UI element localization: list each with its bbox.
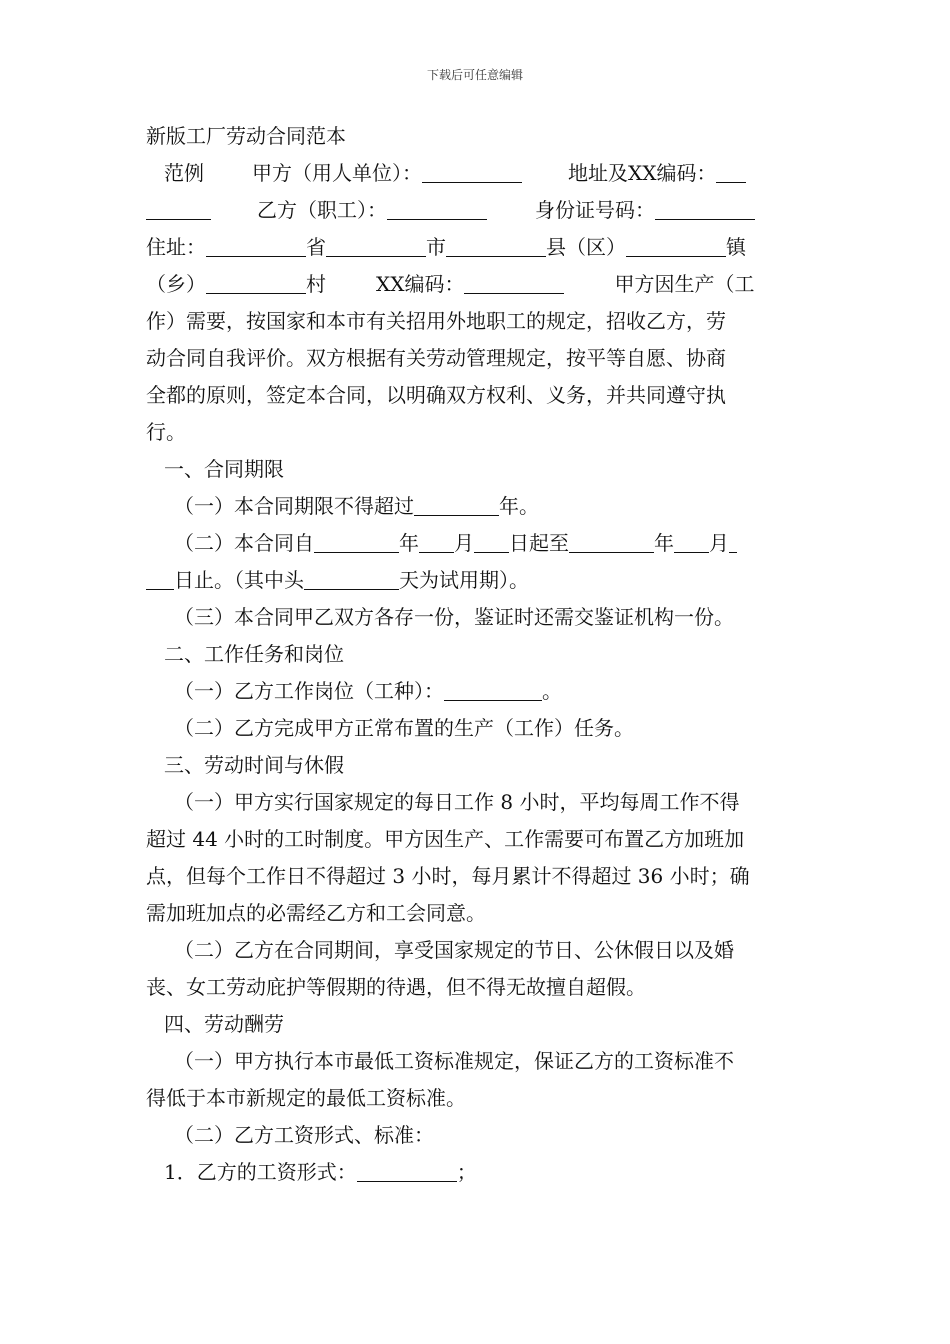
job-position-blank	[444, 678, 542, 701]
clause-3-1-line-3: 点，但每个工作日不得超过 3 小时，每月累计不得超过 36 小时；确	[146, 864, 750, 888]
probation-days-blank	[304, 567, 399, 590]
clause-1-2-text: （二）本合同自	[174, 531, 314, 555]
address-label: 住址：	[146, 235, 206, 259]
year-label: 年	[399, 531, 419, 555]
clause-1-1-text: （一）本合同期限不得超过	[174, 494, 414, 518]
clause-2-1-tail: 。	[542, 679, 562, 703]
postcode-2-blank	[464, 271, 564, 294]
wage-form-label: 1．乙方的工资形式：	[164, 1160, 357, 1184]
postcode-blank	[716, 160, 746, 183]
party-b-blank	[387, 197, 487, 220]
id-number-label: 身份证号码：	[535, 198, 655, 222]
city-blank	[326, 234, 426, 257]
clause-1-2-continued	[146, 562, 808, 599]
address-postcode-label: 地址及XX编码：	[568, 161, 717, 185]
page-header-note: 下载后可任意编辑	[426, 68, 523, 82]
document-title: 新版工厂劳动合同范本	[146, 124, 346, 148]
intro-line-3: 全都的原则，签定本合同，以明确双方权利、义务，并共同遵守执	[146, 383, 726, 407]
clause-1-2	[146, 525, 808, 562]
party-a-line	[146, 155, 808, 192]
document-body	[146, 118, 808, 1191]
intro-line-1: 作）需要，按国家和本市有关招用外地职工的规定，招收乙方，劳	[146, 309, 726, 333]
township-label: （乡）	[146, 272, 206, 296]
postcode-label: XX编码：	[376, 272, 465, 296]
clause-3-1-line-2: 超过 44 小时的工时制度。甲方因生产、工作需要可布置乙方加班加	[146, 827, 745, 851]
city-label: 市	[426, 235, 446, 259]
province-label: 省	[306, 235, 326, 259]
address-line	[146, 229, 808, 266]
party-b-label: 乙方（职工）：	[257, 198, 387, 222]
clause-4-2-1	[146, 1154, 808, 1191]
clause-4-2: （二）乙方工资形式、标准：	[174, 1123, 434, 1147]
wage-form-blank	[357, 1159, 457, 1182]
start-month-blank	[419, 530, 454, 553]
party-a-blank	[422, 160, 522, 183]
clause-4-1-line-2: 得低于本市新规定的最低工资标准。	[146, 1086, 466, 1110]
clause-4-1-line-1: （一）甲方执行本市最低工资标准规定，保证乙方的工资标准不	[174, 1049, 734, 1073]
village-line	[146, 266, 808, 303]
intro-line-4: 行。	[146, 420, 186, 444]
clause-1-2b-text: 日止。（其中头	[174, 568, 304, 592]
clause-1-2b-tail: 天为试用期）。	[399, 568, 529, 592]
section-1-heading: 一、合同期限	[164, 457, 284, 481]
clause-2-1	[146, 673, 808, 710]
clause-3-1-line-4: 需加班加点的必需经乙方和工会同意。	[146, 901, 486, 925]
start-year-blank	[314, 530, 399, 553]
start-day-blank	[474, 530, 509, 553]
clause-3-2-line-1: （二）乙方在合同期间，享受国家规定的节日、公休假日以及婚	[174, 938, 734, 962]
month-label: 月	[454, 531, 474, 555]
end-year-label: 年	[654, 531, 674, 555]
end-day-blank	[146, 567, 174, 590]
end-month-label: 月	[709, 531, 729, 555]
county-blank	[446, 234, 546, 257]
clause-1-1	[146, 488, 808, 525]
end-month-blank	[674, 530, 709, 553]
party-a-label: 甲方（用人单位）：	[252, 161, 422, 185]
village-blank	[206, 271, 306, 294]
clause-3-1-line-1: （一）甲方实行国家规定的每日工作 8 小时，平均每周工作不得	[174, 790, 740, 814]
term-years-blank	[414, 493, 499, 516]
intro-line-2: 动合同自我评价。双方根据有关劳动管理规定，按平等自愿、协商	[146, 346, 726, 370]
party-b-line	[146, 192, 808, 229]
end-day-blank-start	[729, 530, 737, 553]
county-label: 县（区）	[546, 235, 626, 259]
end-year-blank	[569, 530, 654, 553]
postcode-blank-continued	[146, 197, 211, 220]
town-blank	[626, 234, 726, 257]
until-label: 日起至	[509, 531, 569, 555]
section-3-heading: 三、劳动时间与休假	[164, 753, 344, 777]
clause-3-2-line-2: 丧、女工劳动庇护等假期的待遇，但不得无故擅自超假。	[146, 975, 646, 999]
example-label: 范例	[164, 161, 204, 185]
wage-form-tail: ；	[456, 1160, 477, 1184]
section-4-heading: 四、劳动酬劳	[164, 1012, 284, 1036]
clause-1-1-tail: 年。	[499, 494, 539, 518]
clause-1-3: （三）本合同甲乙双方各存一份，鉴证时还需交鉴证机构一份。	[174, 605, 734, 629]
id-number-blank	[655, 197, 755, 220]
clause-2-1-text: （一）乙方工作岗位（工种）：	[174, 679, 444, 703]
section-2-heading: 二、工作任务和岗位	[164, 642, 344, 666]
village-label: 村	[306, 272, 326, 296]
intro-text-start: 甲方因生产（工	[614, 272, 755, 296]
town-label: 镇	[726, 235, 746, 259]
clause-2-2: （二）乙方完成甲方正常布置的生产（工作）任务。	[174, 716, 634, 740]
province-blank	[206, 234, 306, 257]
